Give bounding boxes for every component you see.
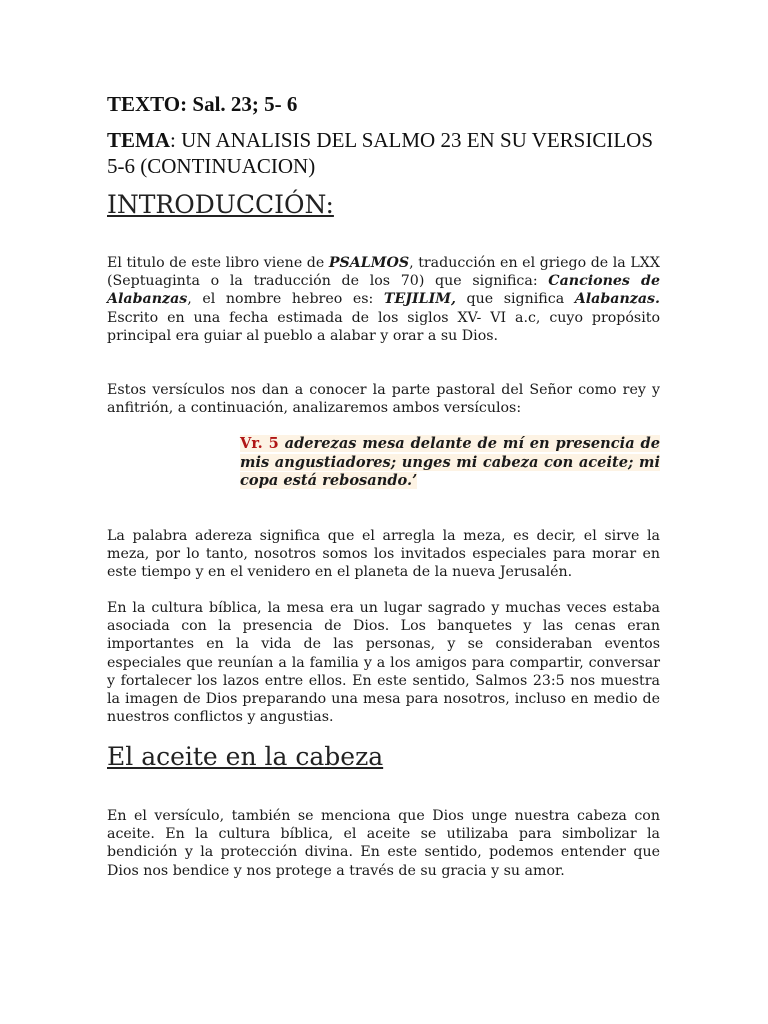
p1-text-d: que significa [455, 291, 575, 308]
aceite-heading: El aceite en la cabeza [107, 742, 384, 771]
alabanzas-term: Alabanzas. [574, 291, 660, 308]
cultura-paragraph: En la cultura bíblica, la mesa era un lugar sagrado y muchas veces estaba asociada con la presencia de Dios. Los banquetes y las cenas eran importantes en la vida de las personas, y se consideraban eventos especiales que reunían a la familia y a los amigos para compartir, conversar y fortalecer los lazos entre ellos. En este sentido, Salmos 23:5 nos muestra la imagen de Dios preparando una mesa para nosotros, incluso en medio de nuestros conflictos y angustias. [107, 600, 660, 726]
tema-text: : UN ANALISIS DEL SALMO 23 EN SU VERSICILOS 5-6 (CONTINUACION) [107, 128, 654, 178]
aceite-paragraph: En el versículo, también se menciona que Dios unge nuestra cabeza con aceite. En la cultura bíblica, el aceite se utilizaba para simbolizar la bendición y la protección divina. En este sentido, podemos entender que Dios nos bendice y nos protege a través de su gracia y su amor. [107, 808, 660, 879]
versicles-paragraph: Estos versículos nos dan a conocer la parte pastoral del Señor como rey y anfitrión, a continuación, analizaremos ambos versículos: [107, 382, 660, 417]
p1-text-e: Escrito en una fecha estimada de los siglos XV- VI a.c, cuyo propósito principal era guiar al pueblo a alabar y orar a su Dios. [107, 309, 660, 344]
verse-reference: Vr. 5 [240, 435, 279, 452]
p1-text-c: , el nombre hebreo es: [187, 291, 384, 308]
tema-heading [107, 127, 660, 179]
introduction-heading: INTRODUCCIÓN: [107, 190, 334, 219]
tema-label: TEMA [107, 128, 170, 152]
texto-heading: TEXTO: Sal. 23; 5- 6 [107, 92, 298, 116]
p1-text-b: , traducción en el griego de la LXX (Septuaginta o la traducción de los 70) que significa: [107, 255, 660, 290]
p1-text-a: El titulo de este libro viene de [107, 255, 329, 271]
psalmos-term: PSALMOS [328, 255, 410, 271]
intro-paragraph [107, 254, 660, 345]
verse-quote [240, 435, 660, 491]
verse-text: aderezas mesa delante de mí en presencia de mis angustiadores; unges mi cabeza con aceite; mi copa está rebosando.’ [240, 435, 660, 489]
verse-highlight [240, 435, 660, 489]
canciones-term: Canciones de Alabanzas [107, 273, 660, 308]
adereza-paragraph: La palabra adereza significa que el arregla la meza, es decir, el sirve la meza, por lo tanto, nosotros somos los invitados especiales para morar en este tiempo y en el venidero en el planeta de la nueva Jerusalén. [107, 528, 660, 581]
tejilim-term: TEJILIM, [383, 291, 456, 308]
